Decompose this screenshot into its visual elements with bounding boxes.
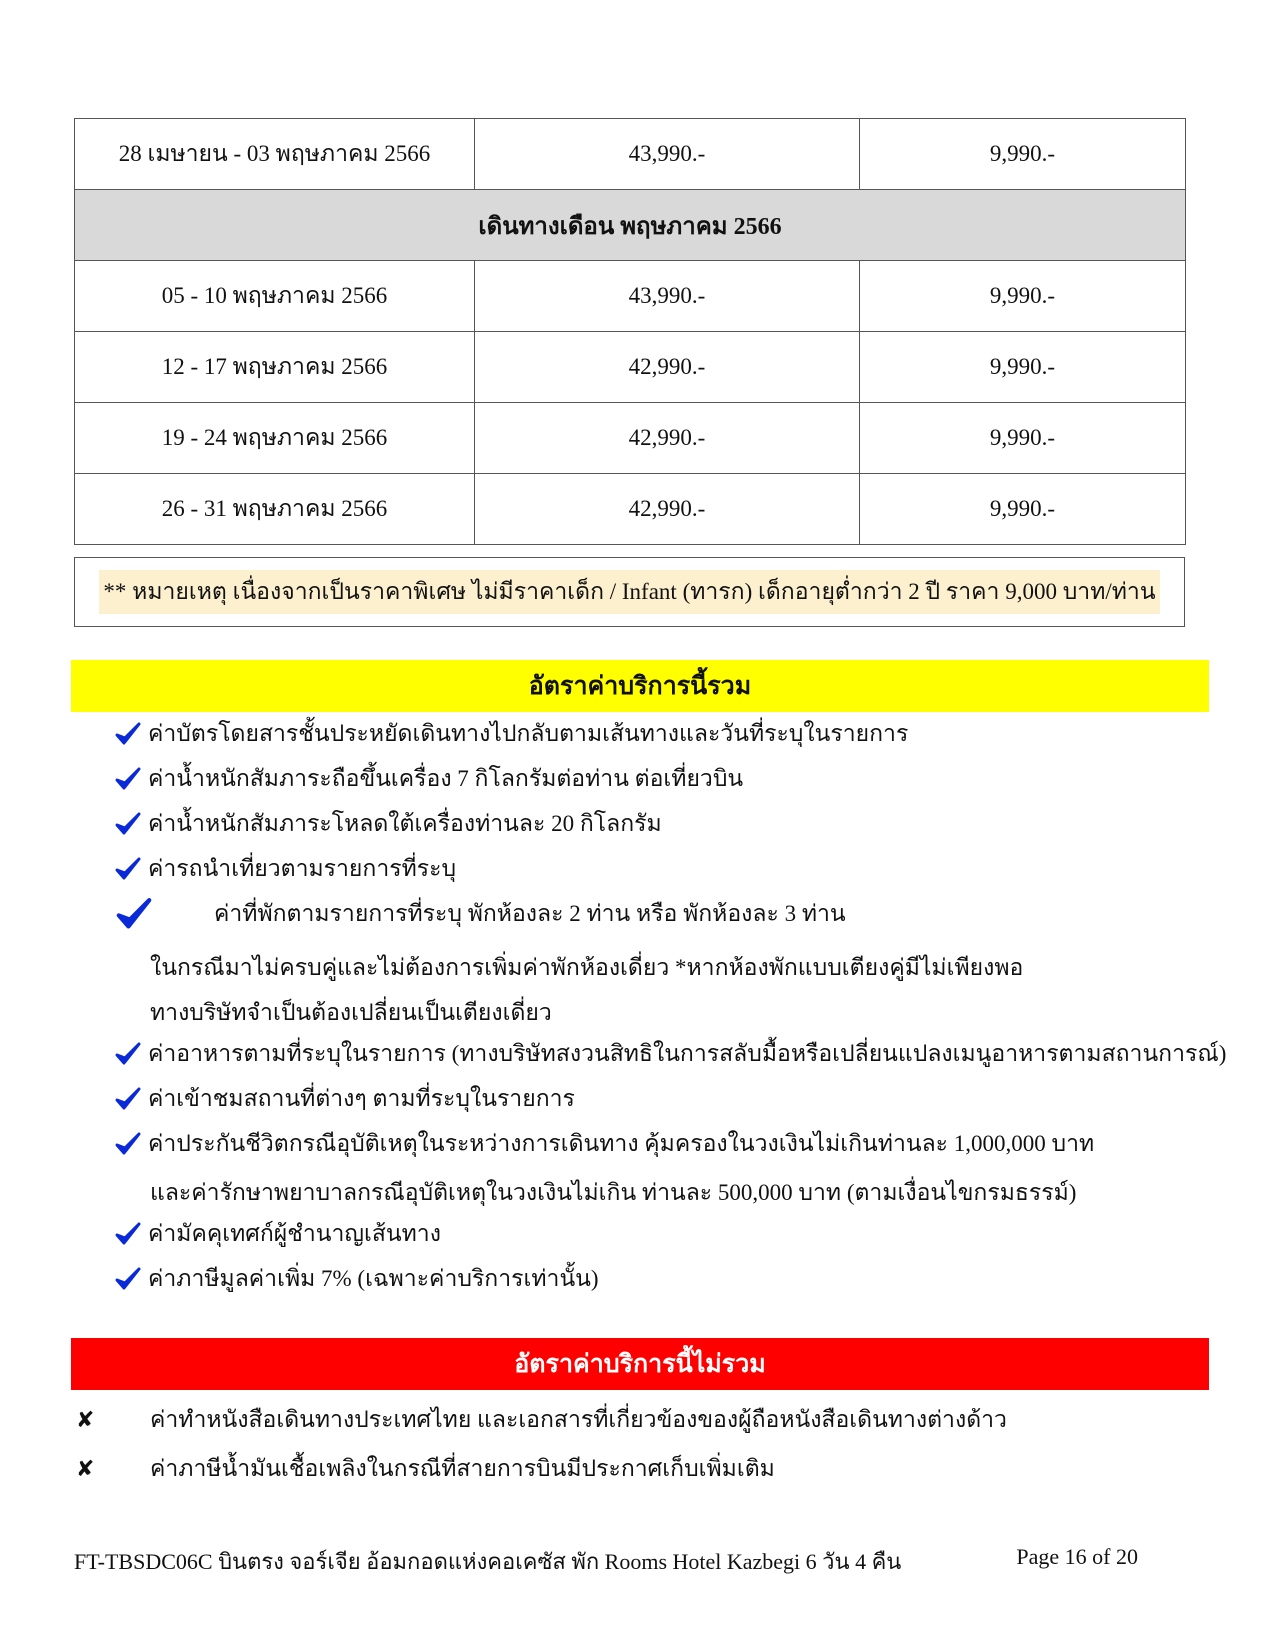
supplement-cell: 9,990.- — [860, 261, 1186, 332]
check-icon — [114, 1086, 142, 1112]
price-cell: 42,990.- — [475, 474, 860, 545]
note-box — [74, 557, 1185, 627]
price-cell: 42,990.- — [475, 332, 860, 403]
included-item-continuation: ทางบริษัทจำเป็นต้องเปลี่ยนเป็นเตียงเดี่ยว — [150, 1000, 552, 1025]
month-header: เดินทางเดือน พฤษภาคม 2566 — [75, 190, 1186, 261]
date-cell: 12 - 17 พฤษภาคม 2566 — [75, 332, 475, 403]
check-icon — [114, 1131, 142, 1157]
included-item-text: ค่าที่พักตามรายการที่ระบุ พักห้องละ 2 ท่าน หรือ พักห้องละ 3 ท่าน — [214, 901, 846, 926]
price-cell: 43,990.- — [475, 119, 860, 190]
included-item — [114, 1216, 441, 1252]
included-item-text: ค่าน้ำหนักสัมภาระถือขึ้นเครื่อง 7 กิโลกรัมต่อท่าน ต่อเที่ยวบิน — [148, 766, 744, 791]
excluded-title: อัตราค่าบริการนี้ไม่รวม — [71, 1338, 1209, 1390]
date-cell: 05 - 10 พฤษภาคม 2566 — [75, 261, 475, 332]
table-row — [75, 403, 1186, 474]
table-row — [75, 474, 1186, 545]
included-item-text: ค่ามัคคุเทศก์ผู้ชำนาญเส้นทาง — [148, 1221, 441, 1246]
included-item-text: ค่าอาหารตามที่ระบุในรายการ (ทางบริษัทสงวนสิทธิในการสลับมื้อหรือเปลี่ยนแปลงเมนูอาหารตามสถานการณ์) — [148, 1041, 1227, 1066]
supplement-cell: 9,990.- — [860, 119, 1186, 190]
excluded-item — [76, 1402, 1007, 1438]
included-item — [114, 1126, 1094, 1162]
check-icon — [114, 811, 142, 837]
excluded-item-text: ค่าทำหนังสือเดินทางประเทศไทย และเอกสารที่เกี่ยวข้องของผู้ถือหนังสือเดินทางต่างด้าว — [150, 1407, 1007, 1432]
check-icon — [114, 1221, 142, 1247]
included-item — [114, 1261, 599, 1297]
check-icon — [114, 1041, 142, 1067]
excluded-item — [76, 1451, 775, 1487]
page-number: Page 16 of 20 — [1016, 1544, 1138, 1569]
included-item-text: ค่าภาษีมูลค่าเพิ่ม 7% (เฉพาะค่าบริการเท่านั้น) — [148, 1266, 599, 1291]
included-item-continuation: และค่ารักษาพยาบาลกรณีอุบัติเหตุในวงเงินไม่เกิน ท่านละ 500,000 บาท (ตามเงื่อนไขกรมธรรม์) — [150, 1180, 1077, 1205]
check-icon — [114, 1266, 142, 1292]
check-icon — [114, 721, 142, 747]
date-cell: 26 - 31 พฤษภาคม 2566 — [75, 474, 475, 545]
included-item — [114, 851, 456, 887]
table-row — [75, 261, 1186, 332]
included-item — [114, 1036, 1226, 1072]
cross-icon: ✘ — [76, 1456, 95, 1482]
price-cell: 43,990.- — [475, 261, 860, 332]
included-item — [114, 896, 846, 932]
included-item-text: ค่าน้ำหนักสัมภาระโหลดใต้เครื่องท่านละ 20 กิโลกรัม — [148, 811, 662, 836]
included-item — [114, 716, 908, 752]
date-cell: 28 เมษายน - 03 พฤษภาคม 2566 — [75, 119, 475, 190]
page-footer — [74, 1544, 1138, 1579]
cross-icon: ✘ — [76, 1407, 95, 1433]
supplement-cell: 9,990.- — [860, 403, 1186, 474]
supplement-cell: 9,990.- — [860, 474, 1186, 545]
date-cell: 19 - 24 พฤษภาคม 2566 — [75, 403, 475, 474]
price-table — [74, 118, 1186, 545]
included-item — [114, 806, 662, 842]
check-icon — [114, 856, 142, 882]
included-item — [114, 1081, 575, 1117]
note-text: ** หมายเหตุ เนื่องจากเป็นราคาพิเศษ ไม่มีราคาเด็ก / Infant (ทารก) เด็กอายุต่ำกว่า 2 ปี ราคา 9,000 บาท/ท่าน — [99, 570, 1159, 614]
included-item-text: ค่าประกันชีวิตกรณีอุบัติเหตุในระหว่างการเดินทาง คุ้มครองในวงเงินไม่เกินท่านละ 1,000,000 บาท — [148, 1131, 1095, 1156]
included-item-text: ค่าเข้าชมสถานที่ต่างๆ ตามที่ระบุในรายการ — [148, 1086, 575, 1111]
included-item-continuation: ในกรณีมาไม่ครบคู่และไม่ต้องการเพิ่มค่าพักห้องเดี่ยว *หากห้องพักแบบเตียงคู่มีไม่เพียงพอ — [150, 955, 1024, 980]
included-item — [114, 761, 743, 797]
price-cell: 42,990.- — [475, 403, 860, 474]
excluded-item-text: ค่าภาษีน้ำมันเชื้อเพลิงในกรณีที่สายการบินมีประกาศเก็บเพิ่มเติม — [150, 1456, 775, 1481]
supplement-cell: 9,990.- — [860, 332, 1186, 403]
check-icon — [114, 766, 142, 792]
month-header-row — [75, 190, 1186, 261]
check-icon — [114, 896, 154, 932]
included-title: อัตราค่าบริการนี้รวม — [71, 660, 1209, 712]
included-item-text: ค่ารถนำเที่ยวตามรายการที่ระบุ — [148, 856, 457, 881]
footer-program-code: FT-TBSDC06C บินตรง จอร์เจีย อ้อมกอดแห่งคอเคซัส พัก Rooms Hotel Kazbegi 6 วัน 4 คืน — [74, 1549, 902, 1574]
table-row — [75, 332, 1186, 403]
table-row — [75, 119, 1186, 190]
included-item-text: ค่าบัตรโดยสารชั้นประหยัดเดินทางไปกลับตามเส้นทางและวันที่ระบุในรายการ — [148, 721, 909, 746]
